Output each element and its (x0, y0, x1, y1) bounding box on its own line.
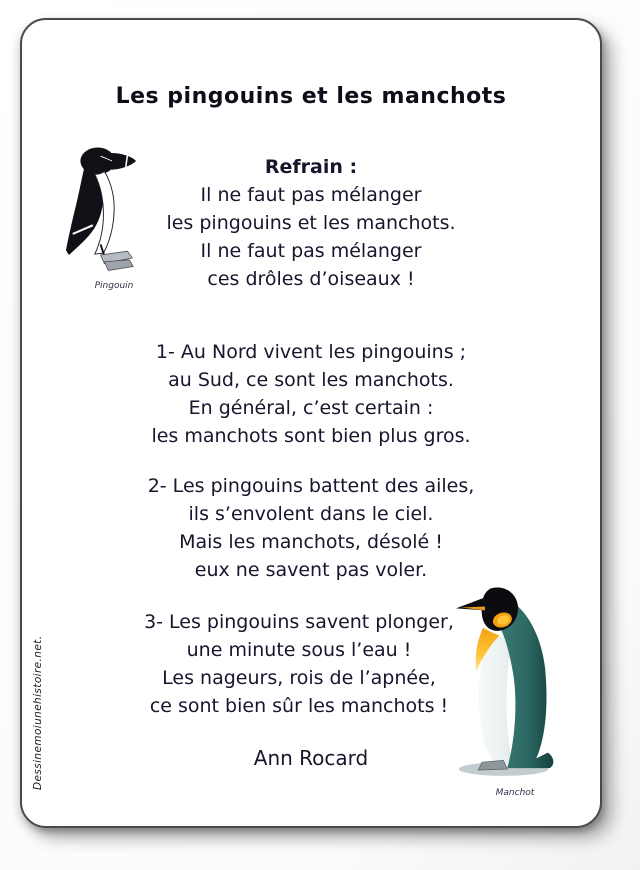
king-penguin-caption: Manchot (495, 788, 535, 798)
poem-line: ils s’envolent dans le ciel. (188, 503, 434, 525)
poem-line: ce sont bien sûr les manchots ! (149, 695, 449, 717)
refrain-section (22, 153, 600, 293)
page-title: Les pingouins et les manchots (115, 84, 507, 109)
poem-line: Il ne faut pas mélanger (200, 240, 422, 262)
poem-line: En général, c’est certain : (188, 397, 434, 419)
poem-line: ces drôles d’oiseaux ! (207, 268, 415, 290)
poem-line: Il ne faut pas mélanger (200, 184, 422, 206)
poem-line: 2- Les pingouins battent des ailes, (147, 475, 475, 497)
poem-line: eux ne savent pas voler. (194, 559, 428, 581)
author-signature: Ann Rocard (253, 746, 369, 770)
poem-line: une minute sous l’eau ! (186, 639, 412, 661)
watermark-site-name: Dessinemoiunehistoire.net. (32, 635, 44, 790)
king-penguin-figure (452, 583, 578, 798)
poem-line: les manchots sont bien plus gros. (151, 425, 471, 447)
refrain-heading: Refrain : (264, 156, 358, 178)
poem-line: 1- Au Nord vivent les pingouins ; (155, 341, 467, 363)
poem-line: Les nageurs, rois de l’apnée, (162, 667, 436, 689)
poem-card (20, 18, 602, 828)
poem-line: Mais les manchots, désolé ! (179, 531, 443, 553)
verse-1-section (22, 338, 600, 450)
poem-line: les pingouins et les manchots. (166, 212, 456, 234)
poem-line: au Sud, ce sont les manchots. (168, 369, 454, 391)
verse-2-section (22, 472, 600, 584)
king-penguin-icon (455, 583, 575, 779)
razorbill-caption: Pingouin (94, 281, 134, 291)
poem-line: 3- Les pingouins savent plonger, (144, 611, 454, 633)
